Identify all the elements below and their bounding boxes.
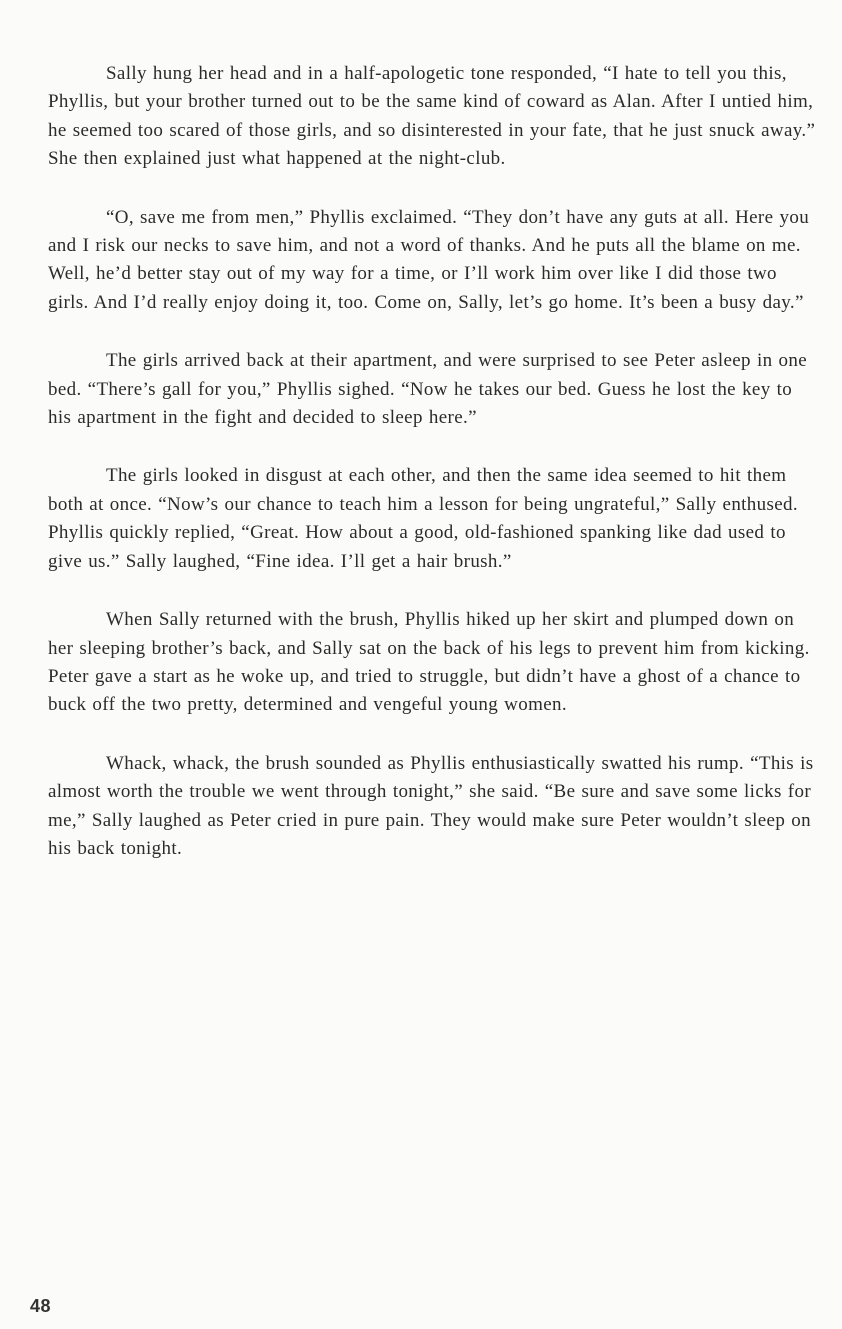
paragraph-5: When Sally returned with the brush, Phyllis hiked up her skirt and plumped down on her sleeping brother’s back, and Sally sat on the back of his legs to prevent him from kicking. Peter gave a start as he woke up, and tried to struggle, but didn’t have a ghost of a chance to buck off the two pretty, determined and vengeful young women. bbox=[48, 609, 810, 716]
paragraph-2: “O, save me from men,” Phyllis exclaimed. “They don’t have any guts at all. Here you and I risk our necks to save him, and not a word of thanks. And he puts all the blame on me. Well, he’d better stay out of my way for a time, or I’ll work him over like I did those two girls. And I’d really enjoy doing it, too. Come on, Sally, let’s go home. It’s been a busy day.” bbox=[48, 206, 810, 313]
paragraph-3: The girls arrived back at their apartment, and were surprised to see Peter asleep in one bed. “There’s gall for you,” Phyllis sighed. “Now he takes our bed. Guess he lost the key to his apartment in the fight and decided to sleep here.” bbox=[48, 350, 808, 429]
paragraph-1: Sally hung her head and in a half-apologetic tone responded, “I hate to tell you this, Phyllis, but your brother turned out to be the same kind of coward as Alan. After I untied him, he seemed too scared of those girls, and so disinterested in your fate, that he just snuck away.” She then explained just what happened at the night-club. bbox=[48, 63, 816, 170]
paragraph-4: The girls looked in disgust at each other, and then the same idea seemed to hit them both at once. “Now’s our chance to teach him a lesson for being ungrateful,” Sally enthused. Phyllis quickly replied, “Great. How about a good, old-fashioned spanking like dad used to give us.” Sally laughed, “Fine idea. I’ll get a hair brush.” bbox=[48, 465, 798, 572]
body-text bbox=[48, 60, 820, 893]
paragraph-6: Whack, whack, the brush sounded as Phyllis enthusiastically swatted his rump. “This is almost worth the trouble we went through tonight,” she said. “Be sure and save some licks for me,” Sally laughed as Peter cried in pure pain. They would make sure Peter wouldn’t sleep on his back tonight. bbox=[48, 752, 814, 859]
page-number: 48 bbox=[30, 1296, 52, 1316]
